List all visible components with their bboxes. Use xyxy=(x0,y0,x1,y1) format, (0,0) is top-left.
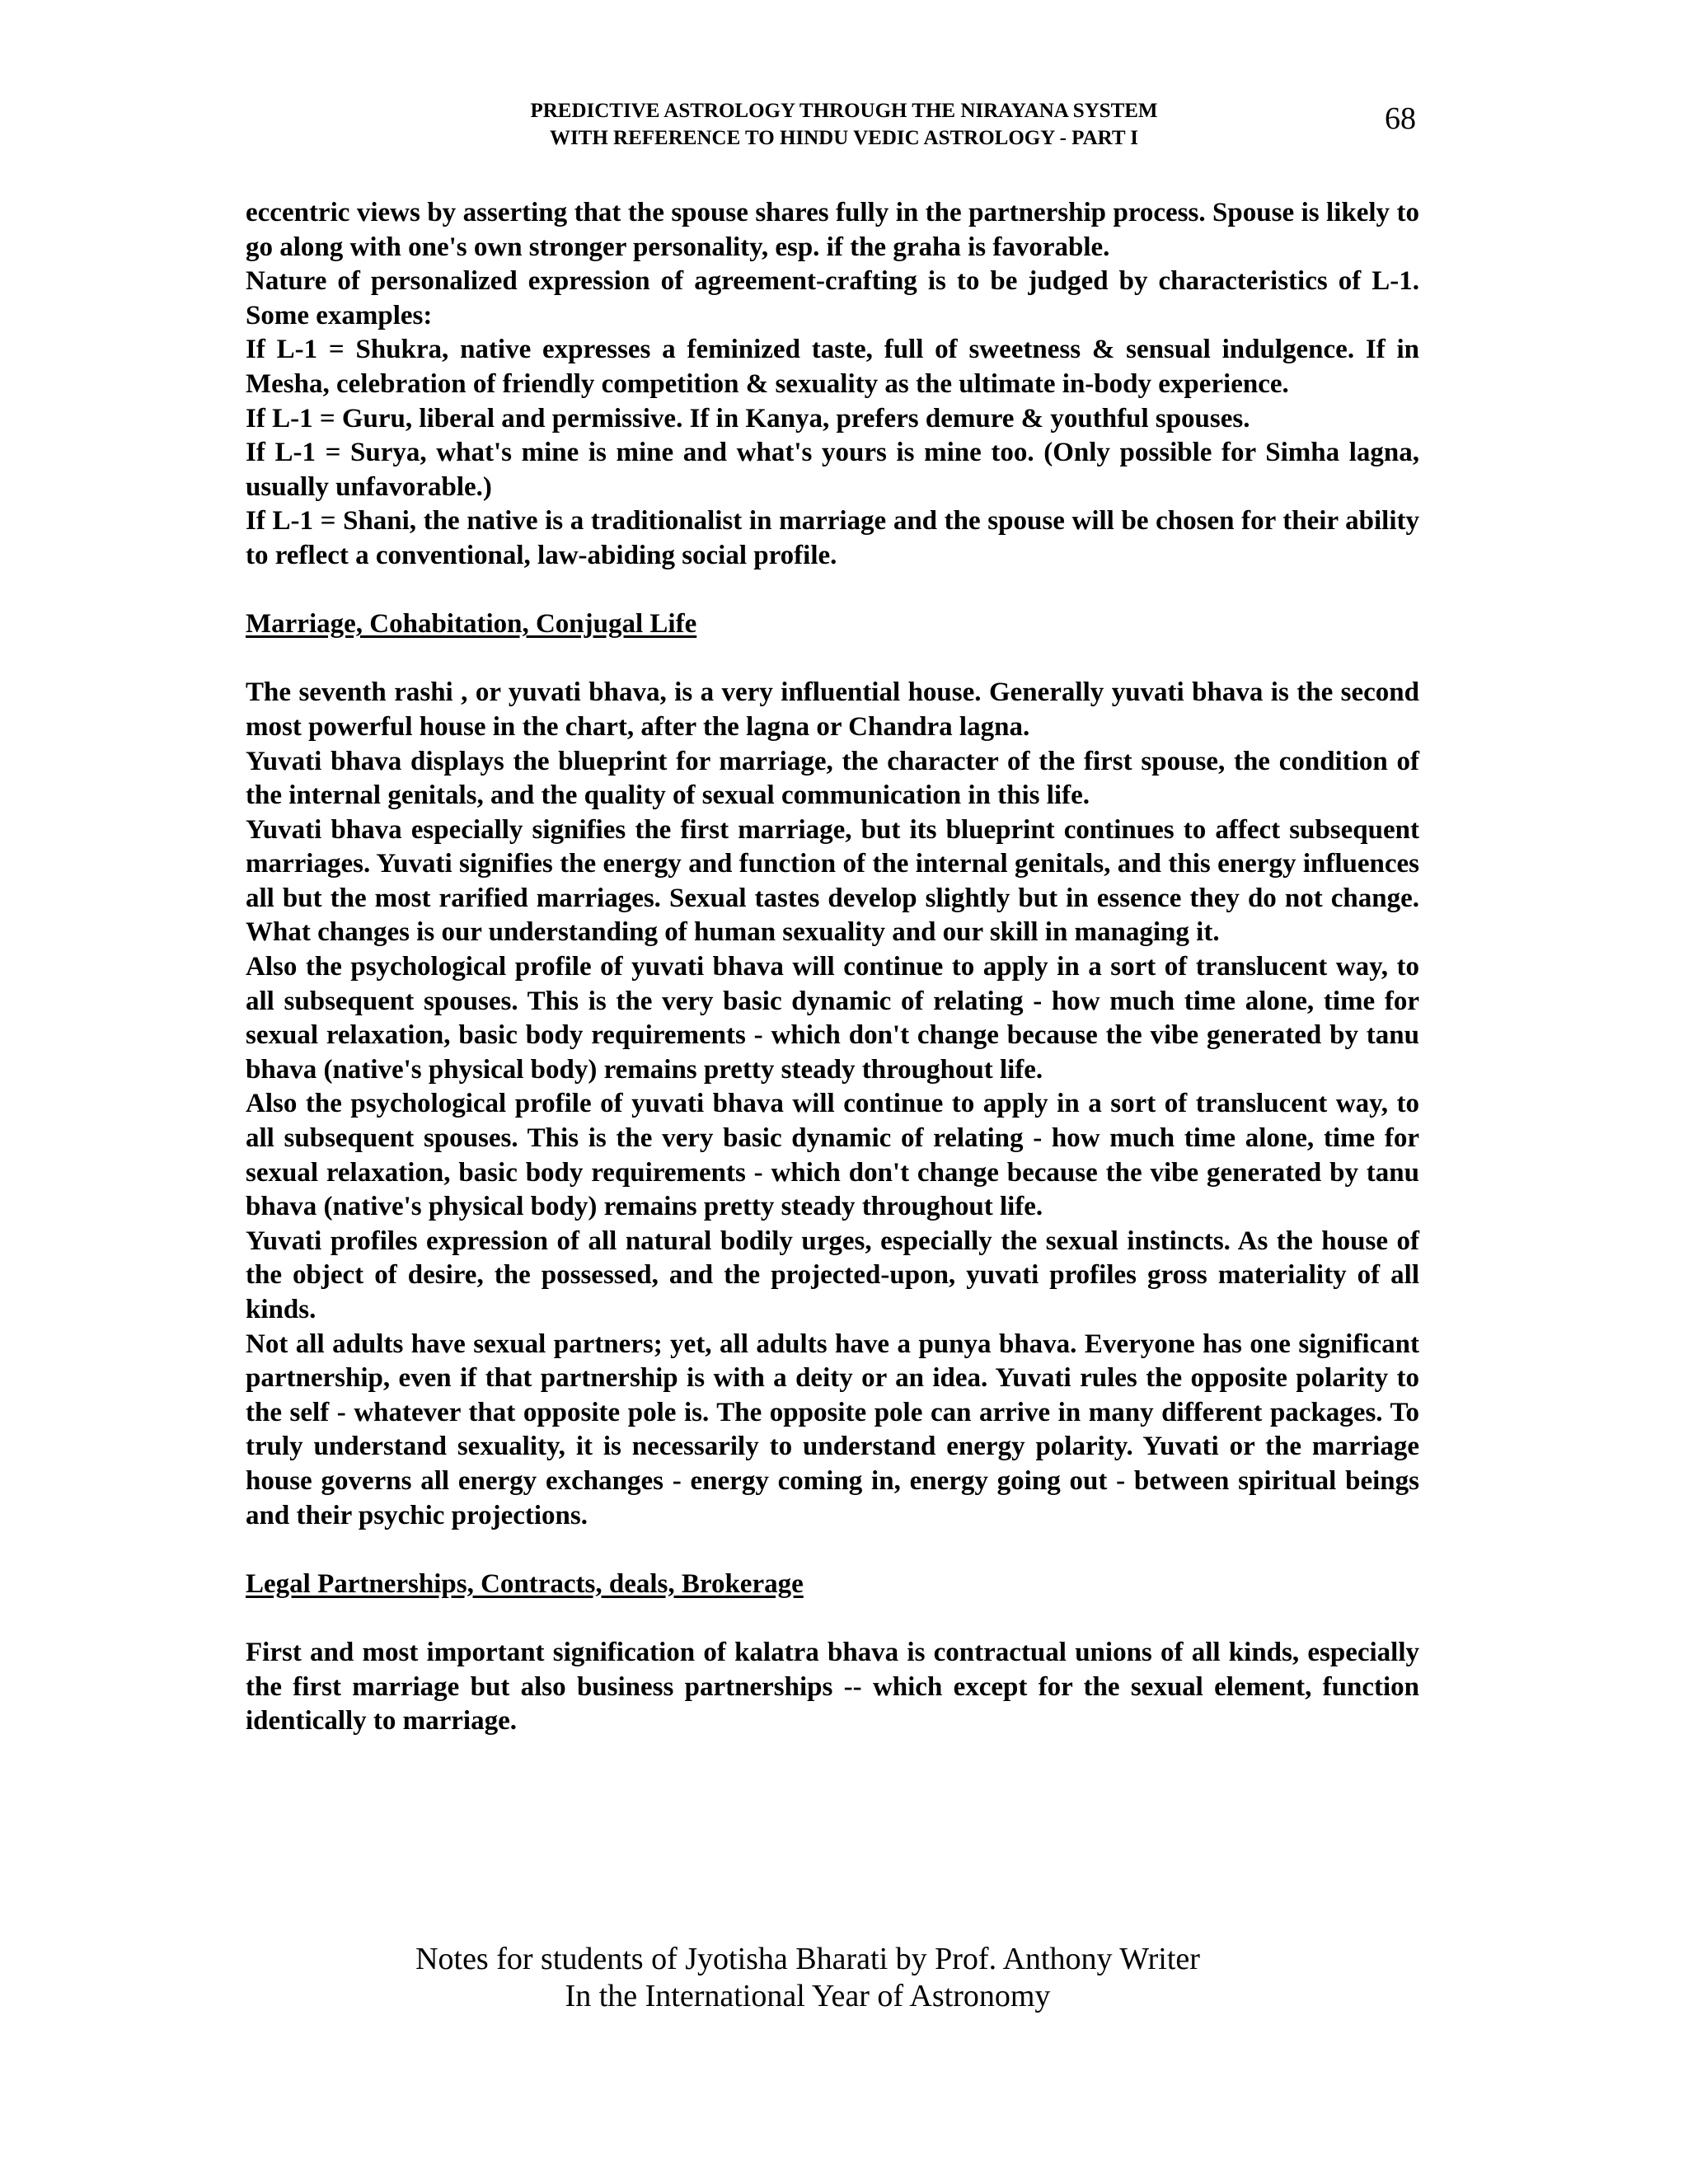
paragraph: eccentric views by asserting that the spouse shares fully in the partnership process. Spouse is likely to go along with one's own stronger personality, esp. if the graha is favorable. xyxy=(246,198,1419,262)
header-line-2: WITH REFERENCE TO HINDU VEDIC ASTROLOGY - PART I xyxy=(549,127,1139,149)
running-header xyxy=(0,97,1688,152)
page-number: 68 xyxy=(1385,101,1416,136)
paragraph: Yuvati bhava especially signifies the first marriage, but its blueprint continues to affect subsequent marriages. Yuvati signifies the energy and function of the internal genitals, and this energy influences all but the most rarified marriages. Sexual tastes develop slightly but in essence they do not change. What changes is our understanding of human sexuality and our skill in managing it. xyxy=(246,814,1419,948)
paragraph: If L-1 = Shukra, native expresses a feminized taste, full of sweetness & sensual indulgence. If in Mesha, celebration of friendly competition & sexuality as the ultimate in-body experience. xyxy=(246,335,1419,399)
spacer xyxy=(246,642,1419,677)
paragraph: Also the psychological profile of yuvati bhava will continue to apply in a sort of translucent way, to all subsequent spouses. This is the very basic dynamic of relating - how much time alone, time for sexual relaxation, basic body requirements - which don't change because the vibe generated by tanu bhava (native's physical body) remains pretty steady throughout life. xyxy=(246,1089,1419,1222)
paragraph: Yuvati bhava displays the blueprint for marriage, the character of the first spouse, the condition of the internal genitals, and the quality of sexual communication in this life. xyxy=(246,746,1419,811)
paragraph: If L-1 = Shani, the native is a traditionalist in marriage and the spouse will be chosen for their ability to reflect a conventional, law-abiding social profile. xyxy=(246,506,1419,570)
paragraph: The seventh rashi , or yuvati bhava, is a very influential house. Generally yuvati bhava is the second most powerful house in the chart, after the lagna or Chandra lagna. xyxy=(246,677,1419,742)
section-heading-legal-partnerships: Legal Partnerships, Contracts, deals, Brokerage xyxy=(246,1568,804,1599)
footer-line-1: Notes for students of Jyotisha Bharati by Prof. Anthony Writer xyxy=(415,1942,1200,1976)
spacer xyxy=(246,1533,1419,1568)
paragraph: Not all adults have sexual partners; yet, all adults have a punya bhava. Everyone has one significant partnership, even if that partnership is with a deity or an idea. Yuvati rules the opposite polarity to the self - whatever that opposite pole is. The opposite pole can arrive in many different packages. To truly understand sexuality, it is necessarily to understand energy polarity. Yuvati or the marriage house governs all energy exchanges - energy coming in, energy going out - between spiritual beings and their psychic projections. xyxy=(246,1329,1419,1530)
footer-line-2: In the International Year of Astronomy xyxy=(565,1979,1051,2013)
paragraph: First and most important signification of kalatra bhava is contractual unions of all kinds, especially the first marriage but also business partnerships -- which except for the sexual element, function identically to marriage. xyxy=(246,1637,1419,1736)
paragraph: If L-1 = Guru, liberal and permissive. If in Kanya, prefers demure & youthful spouses. xyxy=(246,403,1250,434)
main-content xyxy=(246,196,1419,1739)
paragraph: Also the psychological profile of yuvati bhava will continue to apply in a sort of translucent way, to all subsequent spouses. This is the very basic dynamic of relating - how much time alone, time for sexual relaxation, basic body requirements - which don't change because the vibe generated by tanu bhava (native's physical body) remains pretty steady throughout life. xyxy=(246,952,1419,1085)
spacer xyxy=(246,574,1419,608)
paragraph: Nature of personalized expression of agreement-crafting is to be judged by characteristics of L-1. Some examples: xyxy=(246,266,1419,330)
header-line-1: PREDICTIVE ASTROLOGY THROUGH THE NIRAYANA SYSTEM xyxy=(530,100,1158,122)
section-heading-marriage: Marriage, Cohabitation, Conjugal Life xyxy=(246,609,697,640)
paragraph: If L-1 = Surya, what's mine is mine and what's yours is mine too. (Only possible for Simha lagna, usually unfavorable.) xyxy=(246,438,1419,502)
spacer xyxy=(246,1601,1419,1636)
page-footer xyxy=(0,1941,1615,2015)
paragraph: Yuvati profiles expression of all natural bodily urges, especially the sexual instincts. As the house of the object of desire, the possessed, and the projected-upon, yuvati profiles gross materiality of all kinds. xyxy=(246,1226,1419,1324)
